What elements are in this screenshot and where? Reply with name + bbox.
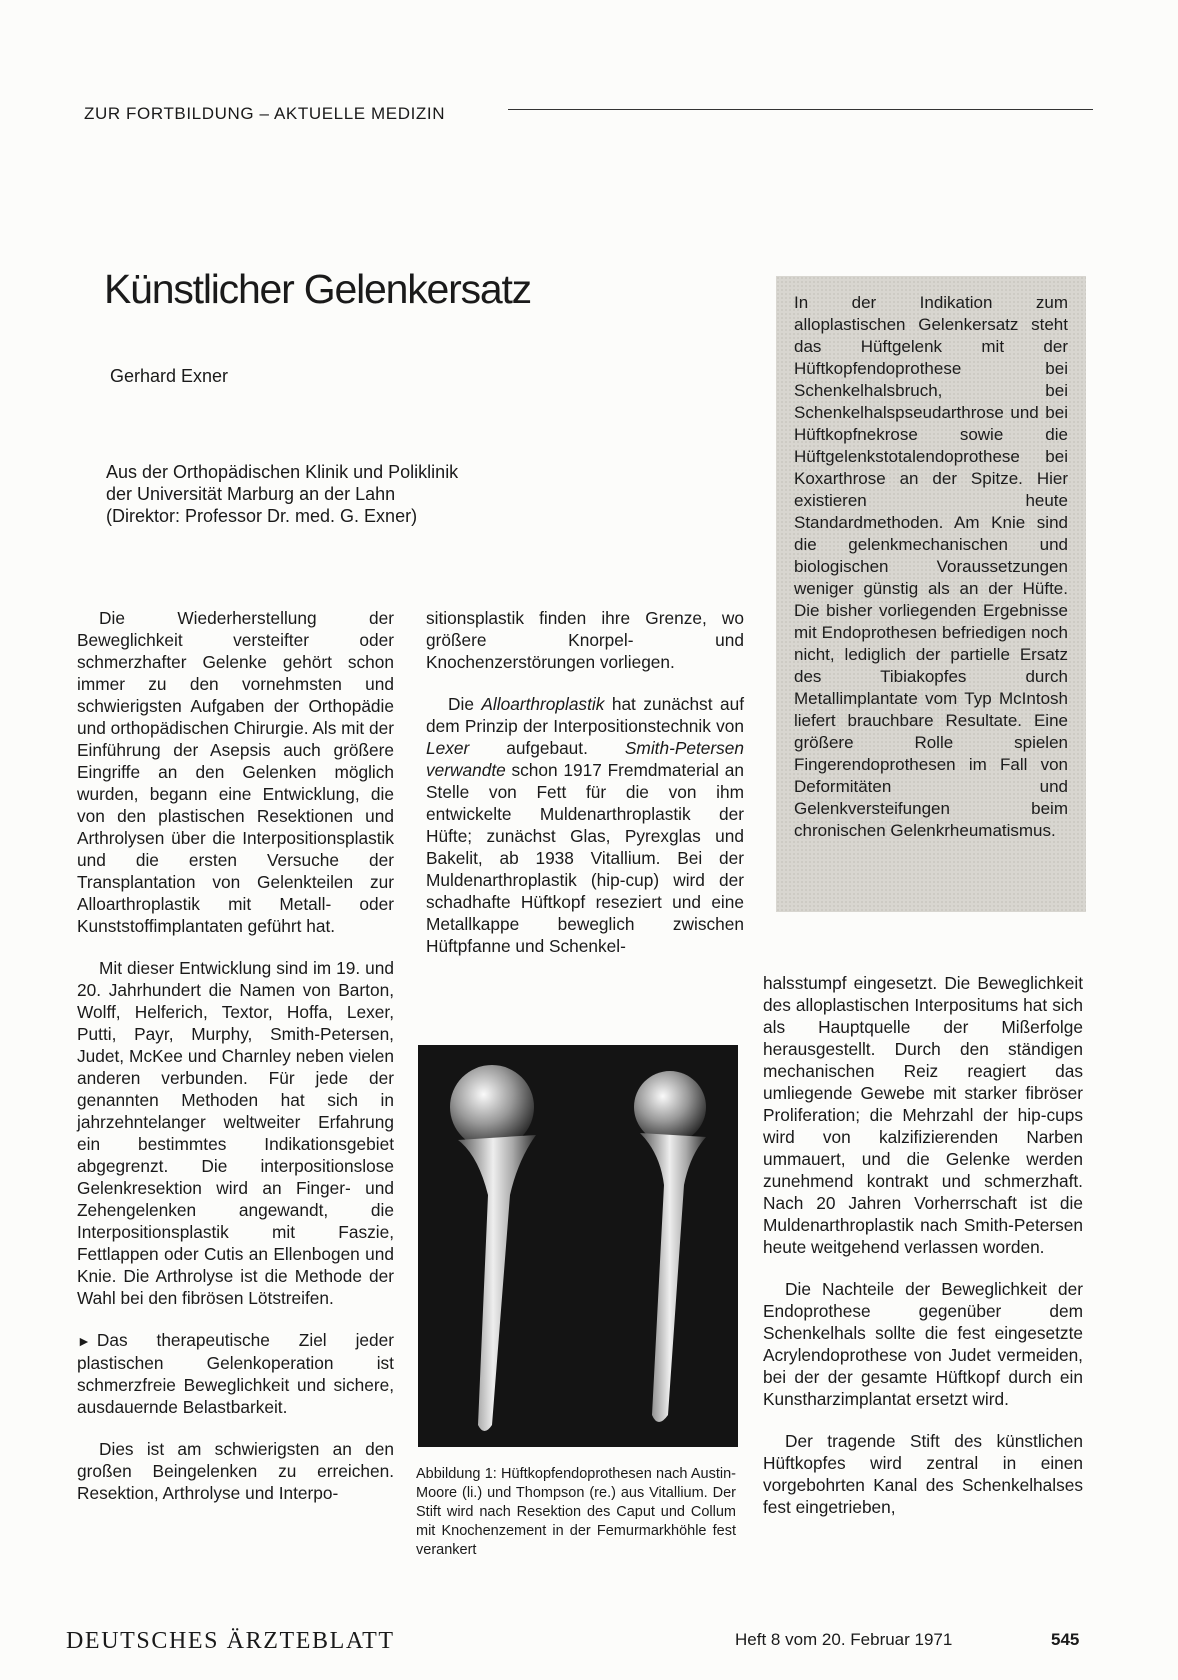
article-affiliation	[106, 461, 458, 527]
text-column-3	[763, 972, 1083, 1538]
text-run: aufgebaut.	[469, 738, 625, 758]
issue-info: Heft 8 vom 20. Februar 1971	[735, 1630, 953, 1649]
emphasis: Smith-Petersen verwandte	[426, 738, 744, 780]
affiliation-line: der Universität Marburg an der Lahn	[106, 484, 396, 504]
journal-name: DEUTSCHES ÄRZTEBLATT	[66, 1628, 395, 1654]
affiliation-line: (Direktor: Professor Dr. med. G. Exner)	[106, 506, 418, 526]
text-run: schon 1917 Fremdmaterial an Stelle von Fett für die von ihm entwickelte Muldenarthroplastik der Hüfte; zunächst Glas, Pyrexglas und Bakelit, ab 1938 Vitallium. Bei der Muldenarthroplastik (hip-cup) wird der schadhafte Hüftkopf reseziert und eine Metallkappe beweglich zwischen Hüftpfanne und Schenkel-	[426, 760, 744, 956]
paragraph: Die Nachteile der Beweglichkeit der Endoprothese gegenüber dem Schenkelhals sollte die fest eingesetzte Acrylendoprothese von Judet vermeiden, bei der der gesamte Hüftkopf durch ein Kunstharzimplantat ersetzt wird.	[763, 1279, 1083, 1409]
paragraph-text: Das therapeutische Ziel jeder plastischen Gelenkoperation ist schmerzfreie Beweglichkeit und sichere, ausdauernde Belastbarkeit.	[77, 1330, 394, 1417]
emphasis: Alloarthroplastik	[481, 694, 605, 714]
arrow-marker-icon: ►	[77, 1333, 91, 1349]
article-title: Künstlicher Gelenkersatz	[104, 266, 531, 312]
text-run: Die	[448, 694, 482, 714]
header-rule	[508, 109, 1093, 110]
hip-prosthesis-image	[418, 1045, 738, 1447]
figure-caption: Abbildung 1: Hüftkopfendoprothesen nach Austin-Moore (li.) und Thompson (re.) aus Vitallium. Der Stift wird nach Resektion des Caput und Collum mit Knochenzement in der Femurmarkhöhle fest verankert	[416, 1466, 736, 1558]
paragraph	[426, 693, 744, 957]
paragraph: Der tragende Stift des künstlichen Hüftkopfes wird zentral in einen vorgebohrten Kanal des Schenkelhalses fest eingetrieben,	[763, 1431, 1083, 1517]
paragraph: Mit dieser Entwicklung sind im 19. und 20. Jahrhundert die Namen von Barton, Wolff, Helferich, Textor, Hoffa, Lexer, Putti, Payr, Murphy, Smith-Petersen, Judet, McKee und Charnley neben vielen anderen verbunden. Für jede der genannten Methoden hat sich in jahrzehntelanger weltweiter Erfahrung ein bestimmtes Indikationsgebiet abgegrenzt. Die interpositionslose Gelenkresektion wird an Finger- und Zehengelenken angewandt, die Interpositionsplastik mit Faszie, Fettlappen oder Cutis an Ellenbogen und Knie. Die Arthrolyse ist die Methode der Wahl bei den fibrösen Lötstreifen.	[77, 958, 394, 1308]
summary-box: In der Indikation zum alloplastischen Gelenkersatz steht das Hüftgelenk mit der Hüftkopfendoprothese bei Schenkelhalsbruch, bei Schenkelhalspseudarthrose und bei Hüftkopfnekrose sowie die Hüftgelenkstotalendoprothese bei Koxarthrose an der Spitze. Hier existieren heute Standardmethoden. Am Knie sind die gelenkmechanischen und biologischen Voraussetzungen weniger günstig als an der Hüfte. Die bisher vorliegenden Ergebnisse mit Endoprothesen befriedigen noch nicht, lediglich der partielle Ersatz des Tibiakopfes durch Metallimplantate vom Typ McIntosh liefert brauchbare Resultate. Eine größere Rolle spielen Fingerendoprothesen im Fall von Deformitäten und Gelenkversteifungen beim chronischen Gelenkrheumatismus.	[776, 276, 1086, 912]
paragraph	[77, 1329, 394, 1418]
text-column-2	[426, 607, 744, 977]
section-label: ZUR FORTBILDUNG – AKTUELLE MEDIZIN	[84, 104, 446, 123]
affiliation-line: Aus der Orthopädischen Klinik und Poliklinik	[106, 462, 459, 482]
figure-photo	[418, 1045, 738, 1447]
paragraph: Dies ist am schwierigsten an den großen Beingelenken zu erreichen. Resektion, Arthrolyse und Interpo-	[77, 1439, 394, 1503]
article-author: Gerhard Exner	[110, 366, 229, 386]
text-run: hat zunächst auf dem Prinzip der Interpositionstechnik von	[426, 694, 744, 736]
paragraph: halsstumpf eingesetzt. Die Beweglichkeit des alloplastischen Interpositums hat sich als Hauptquelle der Mißerfolge herausgestellt. Durch den ständigen mechanischen Reiz reagiert das umliegende Gewebe mit starker fibröser Proliferation; die Mehrzahl der hip-cups wird von kalzifizierenden Narben ummauert, und die Gelenke werden zunehmend kontrakt und schmerzhaft. Nach 20 Jahren Vorherrschaft ist die Muldenarthroplastik nach Smith-Petersen heute weitgehend verlassen worden.	[763, 973, 1083, 1257]
page-number: 545	[1051, 1630, 1080, 1649]
paragraph: Die Wiederherstellung der Beweglichkeit versteifter oder schmerzhafter Gelenke gehört schon immer zu den vornehmsten und schwierigsten Aufgaben der Orthopädie und orthopädischen Chirurgie. Als mit der Einführung der Asepsis auch größere Eingriffe an den Gelenken möglich wurden, begann eine Entwicklung, die von den plastischen Resektionen und Arthrolysen über die Interpositionsplastik und die ersten Versuche der Transplantation von Gelenkteilen zur Alloarthroplastik mit Metall- oder Kunststoffimplantaten geführt hat.	[77, 608, 394, 936]
emphasis: Lexer	[426, 738, 470, 758]
text-column-1	[77, 607, 394, 1524]
paragraph: sitionsplastik finden ihre Grenze, wo größere Knorpel- und Knochenzerstörungen vorliegen.	[426, 608, 744, 672]
